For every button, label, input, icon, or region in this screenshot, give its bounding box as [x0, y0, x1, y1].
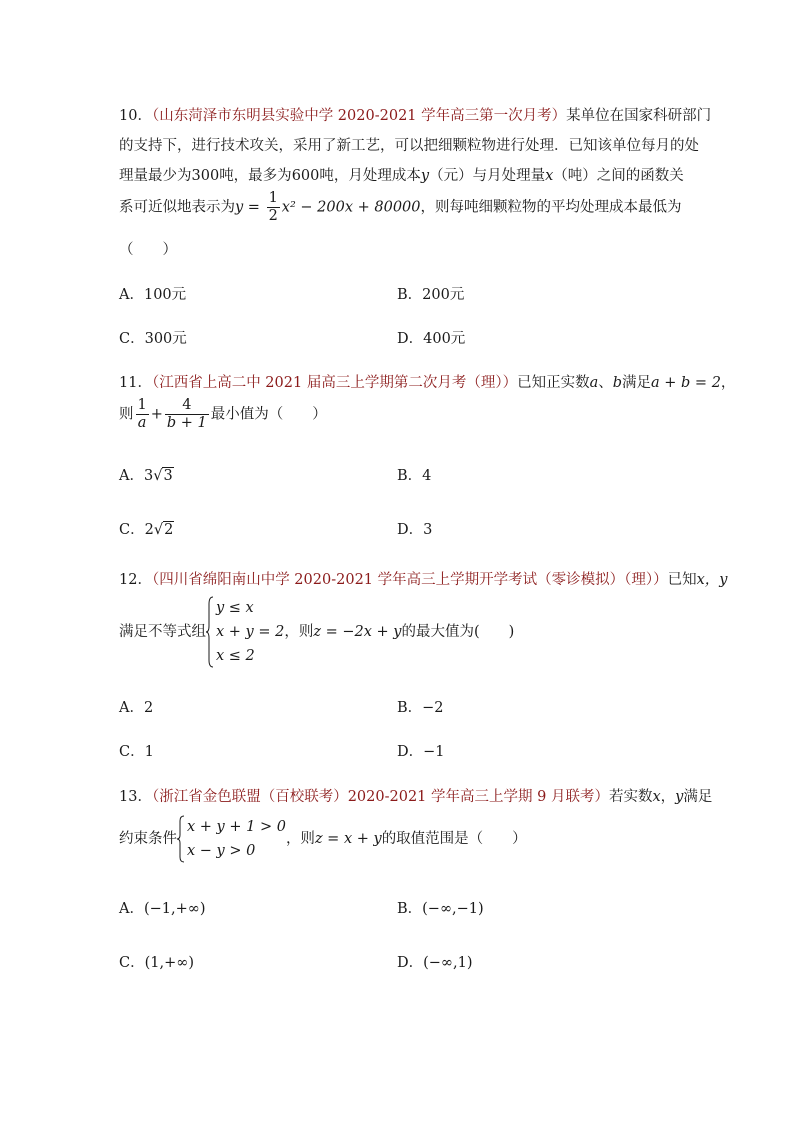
q12-number: 12． — [119, 572, 152, 588]
q10-line1 — [119, 104, 711, 125]
q10-option-b[interactable]: B．200元 — [397, 287, 465, 303]
q11-fraction-1: $\frac{1}{a}$ — [137, 397, 147, 431]
q12-source: （四川省绵阳南山中学 2020-2021 学年高三上学期开学考试（零诊模拟）（理）） — [151, 572, 668, 588]
q13-option-d[interactable]: D．(−∞,1) — [397, 955, 473, 971]
sqrt-symbol: √3 — [153, 468, 173, 484]
q11-option-d[interactable]: D．3 — [397, 522, 433, 538]
q11-number: 11． — [119, 375, 152, 391]
q10-option-d[interactable]: D．400元 — [397, 331, 466, 347]
q10-option-a[interactable]: A．100元 — [119, 287, 187, 303]
q10-formula-rhs: x² − 200x + 80000 — [281, 199, 421, 216]
q11-option-a[interactable]: A．3√3 — [119, 468, 173, 484]
q10-fraction: $\frac{1}{2}$ — [268, 190, 278, 224]
q11-fraction-2: $\frac{4}{b + 1}$ — [166, 397, 207, 431]
q10-number: 10． — [119, 108, 152, 124]
q10-option-c[interactable]: C．300元 — [119, 331, 187, 347]
q13-source: （浙江省金色联盟（百校联考）2020-2021 学年高三上学期 9 月联考） — [151, 789, 609, 805]
q10-text: 某单位在国家科研部门 — [566, 108, 712, 124]
q13-option-c[interactable]: C．(1,+∞) — [119, 955, 194, 971]
q10-line2: 的支持下，进行技术攻关，采用了新工艺，可以把细颗粒物进行处理．已知该单位每月的处 — [119, 138, 699, 154]
q10-formula-lhs: y = — [235, 199, 260, 216]
q10-line5: （ ） — [119, 242, 177, 258]
q13-line2: 约束条件 x + y + 1 > 0 x − y > 0 ，则z = x + y的取值范围是（ ） — [119, 815, 527, 863]
q12-option-a[interactable]: A．2 — [119, 700, 154, 716]
q12-line2: 满足不等式组 y ≤ x x + y = 2 x ≤ 2 ，则z = −2x + y的最大值为( ) — [119, 596, 514, 668]
q13-option-a[interactable]: A．(−1,+∞) — [119, 901, 206, 917]
left-brace-icon — [206, 596, 214, 668]
q11-line2: 则 $\frac{1}{a}$ + $\frac{4}{b + 1}$ 最小值为（ ） — [119, 397, 327, 431]
q12-line1: 12．（四川省绵阳南山中学 2020-2021 学年高三上学期开学考试（零诊模拟）（理））已知x，y — [119, 572, 728, 588]
q11-line1: 11．（江西省上高二中 2021 届高三上学期第二次月考（理））已知正实数a、b满足a + b = 2， — [119, 375, 736, 391]
sqrt-symbol: √2 — [153, 522, 174, 538]
q13-option-b[interactable]: B．(−∞,−1) — [397, 901, 484, 917]
q11-source: （江西省上高二中 2021 届高三上学期第二次月考（理）） — [151, 375, 518, 391]
q12-inequality-system: y ≤ x x + y = 2 x ≤ 2 — [206, 596, 284, 668]
q12-option-d[interactable]: D．−1 — [397, 744, 445, 760]
q13-inequality-system: x + y + 1 > 0 x − y > 0 — [177, 815, 286, 863]
q11-option-b[interactable]: B．4 — [397, 468, 432, 484]
q13-line1: 13．（浙江省金色联盟（百校联考）2020-2021 学年高三上学期 9 月联考）若实数x，y满足 — [119, 789, 713, 805]
q13-number: 13． — [119, 789, 152, 805]
left-brace-icon — [177, 815, 185, 863]
q10-line3: 理量最少为300吨，最多为600吨，月处理成本y（元）与月处理量x（吨）之间的函数关 — [119, 168, 684, 184]
q10-source: （山东菏泽市东明县实验中学 2020-2021 学年高三第一次月考） — [151, 108, 567, 124]
q10-line4: 系可近似地表示为y = $\frac{1}{2}$ x² − 200x + 80000，则每吨细颗粒物的平均处理成本最低为 — [119, 190, 682, 224]
q12-option-c[interactable]: C．1 — [119, 744, 154, 760]
q11-option-c[interactable]: C．2√2 — [119, 522, 174, 538]
q12-option-b[interactable]: B．−2 — [397, 700, 444, 716]
